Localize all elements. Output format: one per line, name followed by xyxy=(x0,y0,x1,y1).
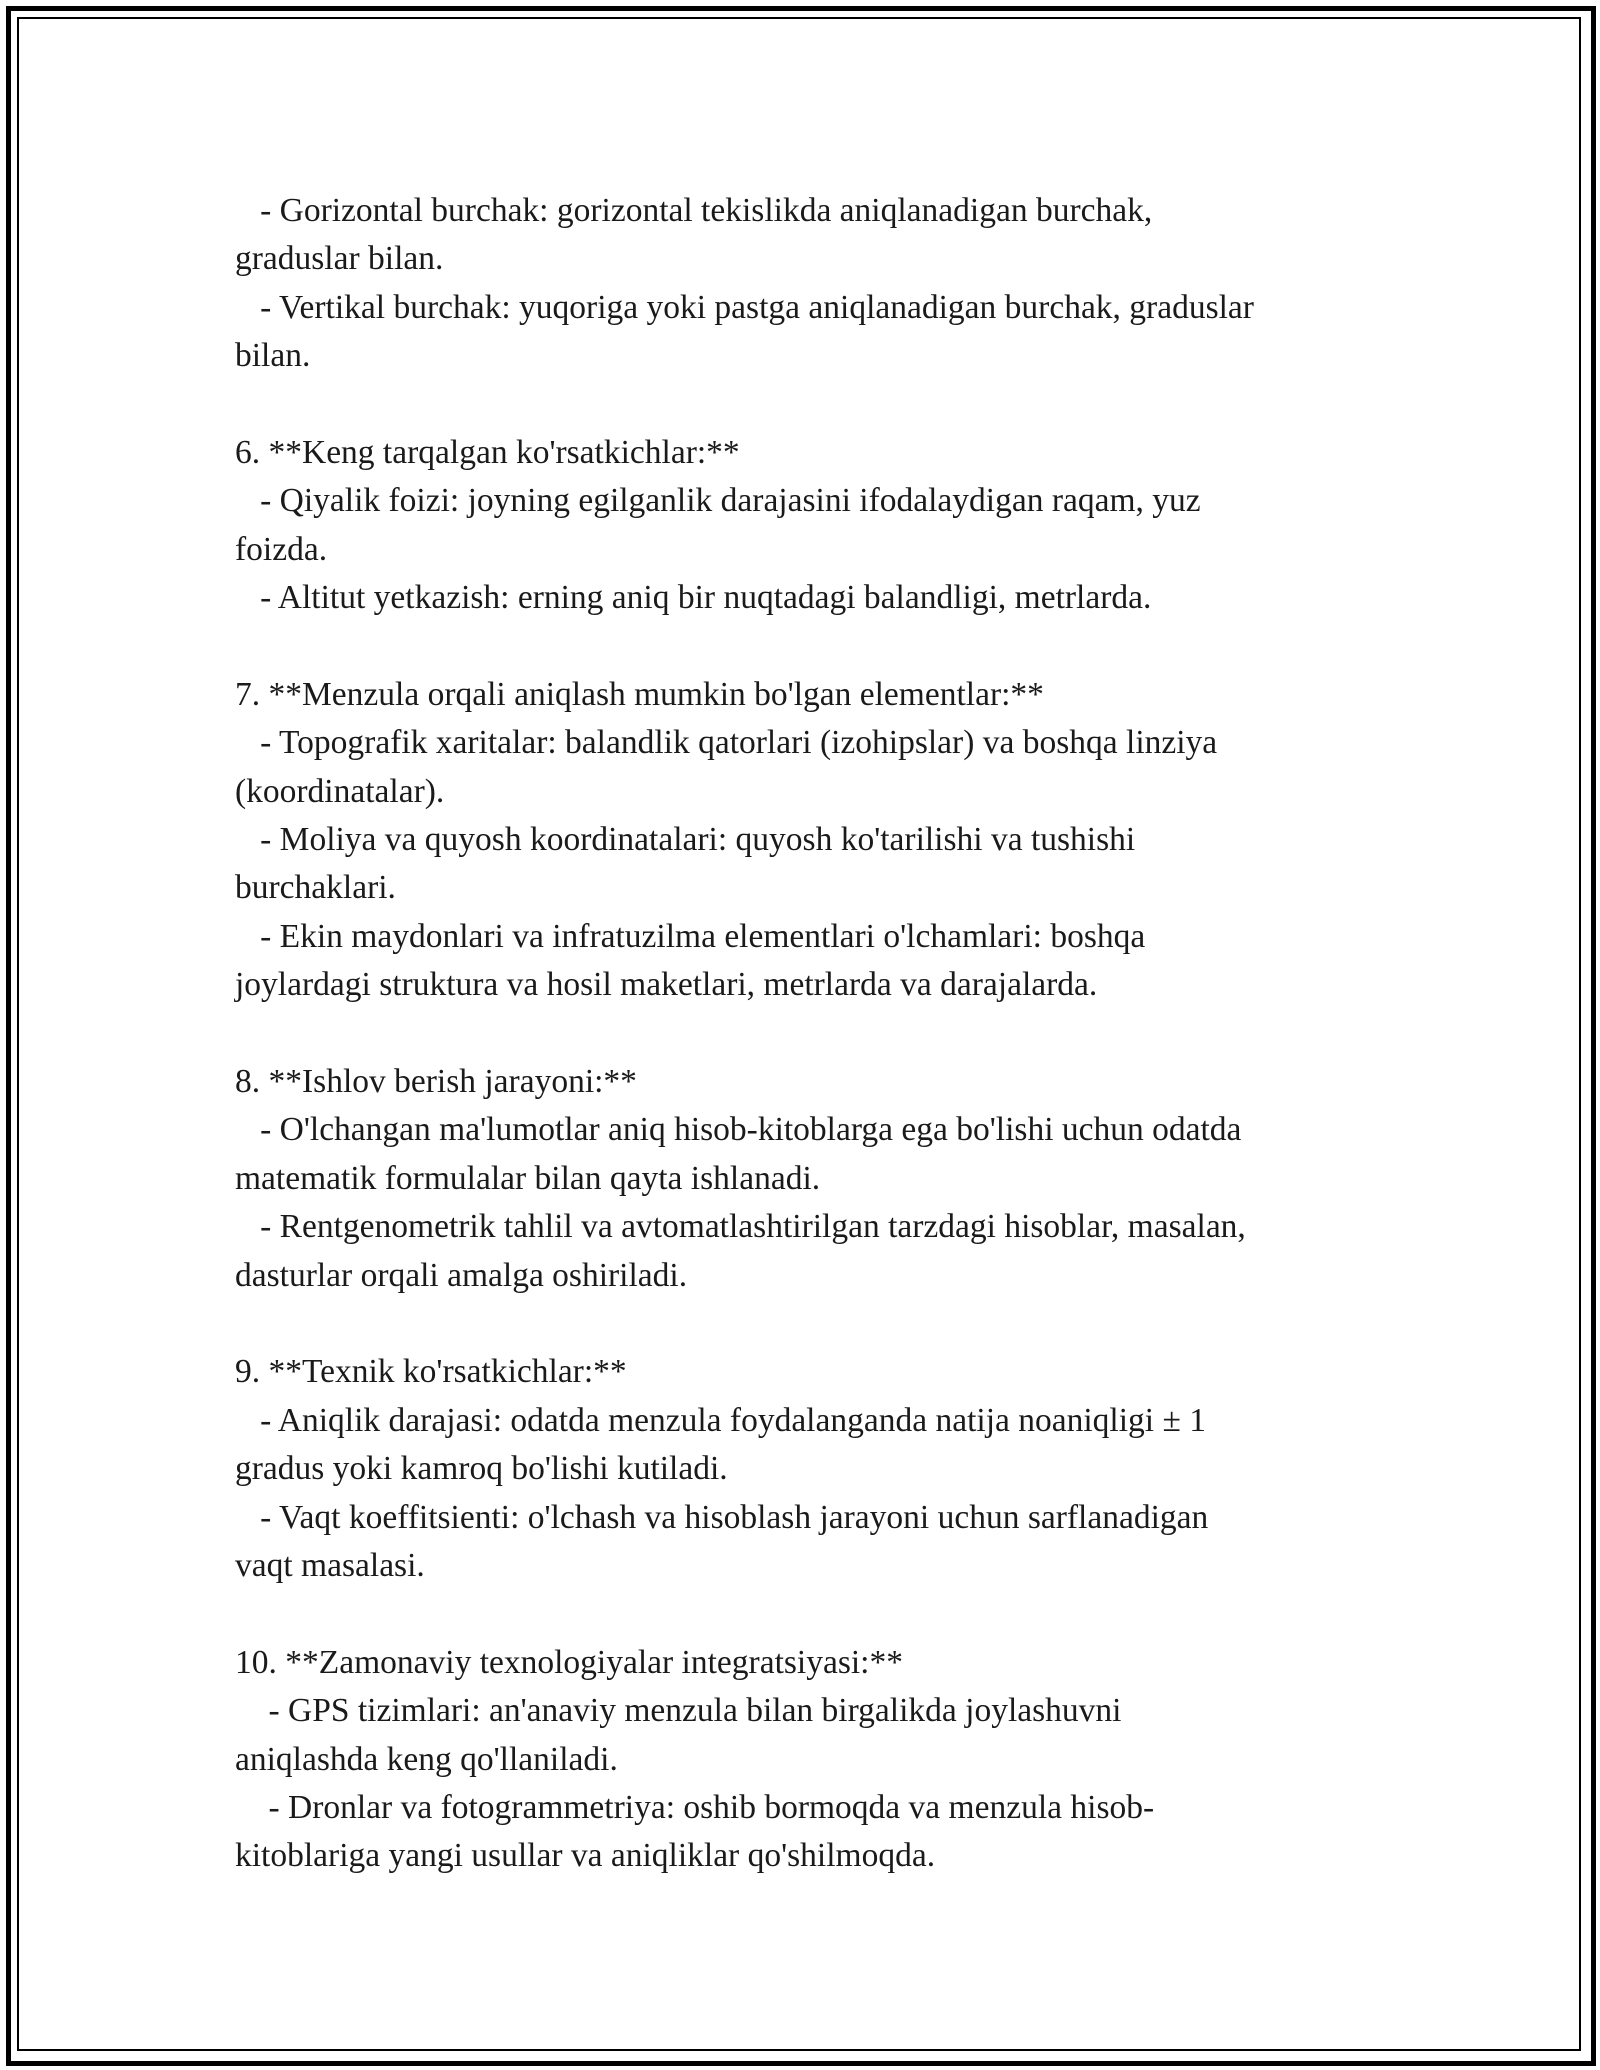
text-line: aniqlashda keng qo'llaniladi. xyxy=(235,1740,618,1778)
text-line: - Vaqt koeffitsienti: o'lchash va hisoblash jarayoni uchun sarflanadigan xyxy=(235,1498,1209,1536)
text-line: vaqt masalasi. xyxy=(235,1546,425,1584)
section-heading: 7. **Menzula orqali aniqlash mumkin bo'lgan elementlar:** xyxy=(235,675,1044,713)
text-line: - Dronlar va fotogrammetriya: oshib bormoqda va menzula hisob- xyxy=(235,1788,1155,1826)
paragraph-gap xyxy=(235,1300,1395,1348)
text-line: - Qiyalik foizi: joyning egilganlik darajasini ifodalaydigan raqam, yuz xyxy=(235,482,1201,520)
section-heading: 8. **Ishlov berish jarayoni:** xyxy=(235,1063,637,1101)
text-line: kitoblariga yangi usullar va aniqliklar qo'shilmoqda. xyxy=(235,1837,936,1875)
text-line: - Altitut yetkazish: erning aniq bir nuqtadagi balandligi, metrlarda. xyxy=(235,579,1152,617)
text-line: - O'lchangan ma'lumotlar aniq hisob-kitoblarga ega bo'lishi uchun odatda xyxy=(235,1111,1242,1149)
paragraph-gap xyxy=(235,1010,1395,1058)
text-line: - Moliya va quyosh koordinatalari: quyosh ko'tarilishi va tushishi xyxy=(235,821,1136,859)
section-heading: 10. **Zamonaviy texnologiyalar integratsiyasi:** xyxy=(235,1643,903,1681)
text-line: burchaklari. xyxy=(235,869,396,907)
paragraph-gap xyxy=(235,1590,1395,1638)
text-line: (koordinatalar). xyxy=(235,772,445,810)
section-heading: 6. **Keng tarqalgan ko'rsatkichlar:** xyxy=(235,433,740,471)
paragraph-gap xyxy=(235,623,1395,671)
text-line: - Gorizontal burchak: gorizontal tekislikda aniqlanadigan burchak, xyxy=(235,192,1153,229)
text-line: - Vertikal burchak: yuqoriga yoki pastga aniqlanadigan burchak, graduslar xyxy=(235,288,1254,326)
paragraph-gap xyxy=(235,381,1395,429)
text-line: matematik formulalar bilan qayta ishlanadi. xyxy=(235,1159,821,1197)
text-line: foizda. xyxy=(235,530,328,568)
text-line: - Rentgenometrik tahlil va avtomatlashtirilgan tarzdagi hisoblar, masalan, xyxy=(235,1208,1246,1246)
section-heading: 9. **Texnik ko'rsatkichlar:** xyxy=(235,1353,627,1391)
text-line: - Aniqlik darajasi: odatda menzula foydalanganda natija noaniqligi ± 1 xyxy=(235,1401,1206,1439)
text-line: - GPS tizimlari: an'anaviy menzula bilan birgalikda joylashuvni xyxy=(235,1692,1122,1730)
text-line: bilan. xyxy=(235,337,311,375)
text-line: - Ekin maydonlari va infratuzilma elementlari o'lchamlari: boshqa xyxy=(235,917,1146,955)
text-line: gradus yoki kamroq bo'lishi kutiladi. xyxy=(235,1450,728,1488)
text-line: dasturlar orqali amalga oshiriladi. xyxy=(235,1256,688,1294)
document-body xyxy=(235,187,1395,1881)
text-line: graduslar bilan. xyxy=(235,240,444,278)
text-line: - Topografik xaritalar: balandlik qatorlari (izohipslar) va boshqa linziya xyxy=(235,724,1218,762)
text-line: joylardagi struktura va hosil maketlari, metrlarda va darajalarda. xyxy=(235,966,1098,1004)
